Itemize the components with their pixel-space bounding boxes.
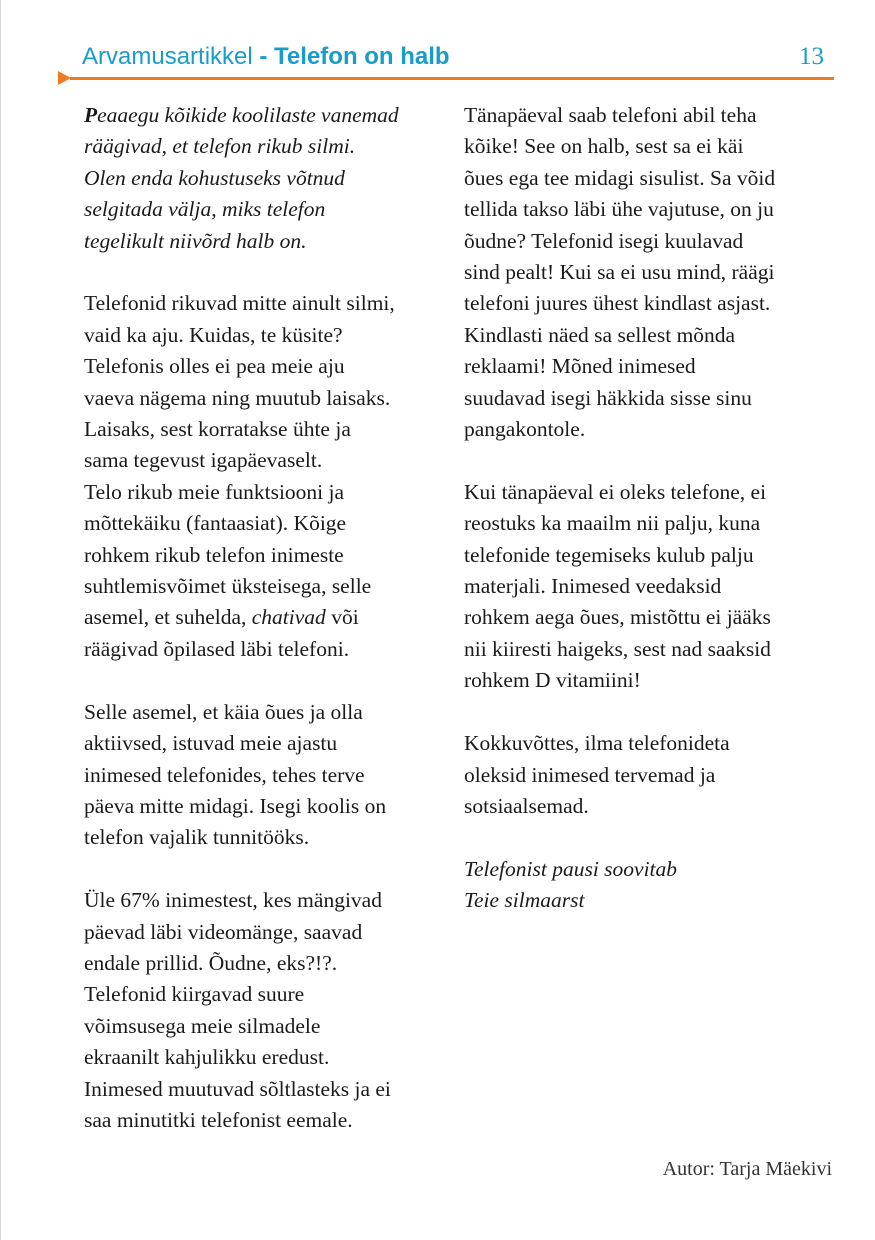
- paragraph: [84, 697, 454, 854]
- page-edge: [0, 0, 1, 1240]
- header-arrow-icon: [58, 71, 71, 85]
- emphasis: chativad: [251, 605, 326, 630]
- header-rule: [70, 77, 834, 80]
- paragraph-gap: [84, 854, 454, 885]
- text-line: rohkem rikub telefon inimeste: [84, 542, 344, 567]
- intro-line: Olen enda kohustuseks võtnud: [84, 165, 345, 190]
- text-line: päevad läbi videomänge, saavad: [84, 919, 363, 944]
- text-line: inimesed telefonides, tehes terve: [84, 762, 365, 787]
- text-line: pangakontole.: [464, 417, 586, 442]
- text-line: rohkem aega õues, mistõttu ei jääks: [464, 605, 771, 630]
- text-line: räägivad õpilased läbi telefoni.: [84, 636, 350, 661]
- paragraph-gap: [84, 665, 454, 696]
- text-line: Kokkuvõttes, ilma telefonideta: [464, 731, 730, 756]
- paragraph-gap: [84, 257, 454, 288]
- paragraph-gap: [464, 697, 844, 728]
- signoff-line: Teie silmaarst: [464, 888, 585, 913]
- text-line: võimsusega meie silmadele: [84, 1013, 321, 1038]
- page-number: 13: [799, 43, 824, 70]
- signoff: [464, 854, 844, 917]
- intro-line: Peaaegu kõikide koolilaste vanemad: [84, 103, 399, 127]
- text-line: oleksid inimesed tervemad ja: [464, 762, 716, 787]
- text-line: telefonide tegemiseks kulub palju: [464, 542, 754, 567]
- text-line: nii kiiresti haigeks, sest nad saaksid: [464, 636, 771, 661]
- text-line: suudavad isegi häkkida sisse sinu: [464, 385, 752, 410]
- paragraph: [464, 728, 844, 822]
- text-line: sotsiaalsemad.: [464, 793, 589, 818]
- text-line: telefon vajalik tunnitööks.: [84, 825, 310, 850]
- text-line: endale prillid. Õudne, eks?!?.: [84, 950, 338, 975]
- text-line: Telefonis olles ei pea meie aju: [84, 354, 345, 379]
- text-line: sind pealt! Kui sa ei usu mind, räägi: [464, 260, 775, 285]
- text-line: päeva mitte midagi. Isegi koolis on: [84, 793, 387, 818]
- text-line: Telefonid kiirgavad suure: [84, 982, 305, 1007]
- text-line: Laisaks, sest korratakse ühte ja: [84, 417, 351, 442]
- text-line: vaeva nägema ning muutub laisaks.: [84, 385, 391, 410]
- text-line: Telefonid rikuvad mitte ainult silmi,: [84, 291, 395, 316]
- page-header: [82, 40, 834, 74]
- text-line: asemel, et suhelda, chativad või: [84, 605, 359, 630]
- paragraph: [464, 477, 844, 697]
- text-line: Kindlasti näed sa sellest mõnda: [464, 322, 736, 347]
- paragraph: [464, 100, 844, 445]
- article-title: Telefon on halb: [274, 43, 450, 70]
- intro-line: tegelikult niivõrd halb on.: [84, 228, 307, 253]
- text-line: suhtlemisvõimet üksteisega, selle: [84, 574, 372, 599]
- text-line: õues ega tee midagi sisulist. Sa võid: [464, 165, 776, 190]
- intro-paragraph: [84, 100, 454, 257]
- paragraph: [84, 288, 454, 665]
- paragraph: [84, 885, 454, 1136]
- left-column: [84, 100, 454, 1136]
- text-line: õudne? Telefonid isegi kuulavad: [464, 228, 744, 253]
- text-line: materjali. Inimesed veedaksid: [464, 574, 722, 599]
- text-line: sama tegevust igapäevaselt.: [84, 448, 323, 473]
- text-line: rohkem D vitamiini!: [464, 668, 641, 693]
- author-credit: Autor: Tarja Mäekivi: [662, 1158, 832, 1180]
- text-line: telefoni juures ühest kindlast asjast.: [464, 291, 771, 316]
- text-line: reklaami! Mõned inimesed: [464, 354, 696, 379]
- section-label: Arvamusartikkel: [82, 43, 253, 70]
- text-line: Üle 67% inimestest, kes mängivad: [84, 888, 382, 913]
- text-line: Kui tänapäeval ei oleks telefone, ei: [464, 479, 767, 504]
- header-separator: -: [252, 43, 275, 70]
- text-line: Selle asemel, et käia õues ja olla: [84, 699, 363, 724]
- text-line: mõttekäiku (fantaasiat). Kõige: [84, 511, 347, 536]
- dropcap: P: [84, 103, 98, 127]
- text-line: reostuks ka maailm nii palju, kuna: [464, 511, 761, 536]
- text-line: tellida takso läbi ühe vajutuse, on ju: [464, 197, 774, 222]
- right-column: [464, 100, 844, 917]
- intro-line: räägivad, et telefon rikub silmi.: [84, 134, 356, 159]
- text-line: Inimesed muutuvad sõltlasteks ja ei: [84, 1076, 391, 1101]
- text-line: saa minutitki telefonist eemale.: [84, 1107, 353, 1132]
- text-line: Tänapäeval saab telefoni abil teha: [464, 103, 757, 127]
- signoff-line: Telefonist pausi soovitab: [464, 856, 678, 881]
- paragraph-gap: [464, 445, 844, 476]
- intro-line: selgitada välja, miks telefon: [84, 197, 326, 222]
- text-line: vaid ka aju. Kuidas, te küsite?: [84, 322, 343, 347]
- text-line: aktiivsed, istuvad meie ajastu: [84, 731, 338, 756]
- text-line: Telo rikub meie funktsiooni ja: [84, 479, 345, 504]
- paragraph-gap: [464, 822, 844, 853]
- text-line: ekraanilt kahjulikku eredust.: [84, 1045, 330, 1070]
- text-line: kõike! See on halb, sest sa ei käi: [464, 134, 744, 159]
